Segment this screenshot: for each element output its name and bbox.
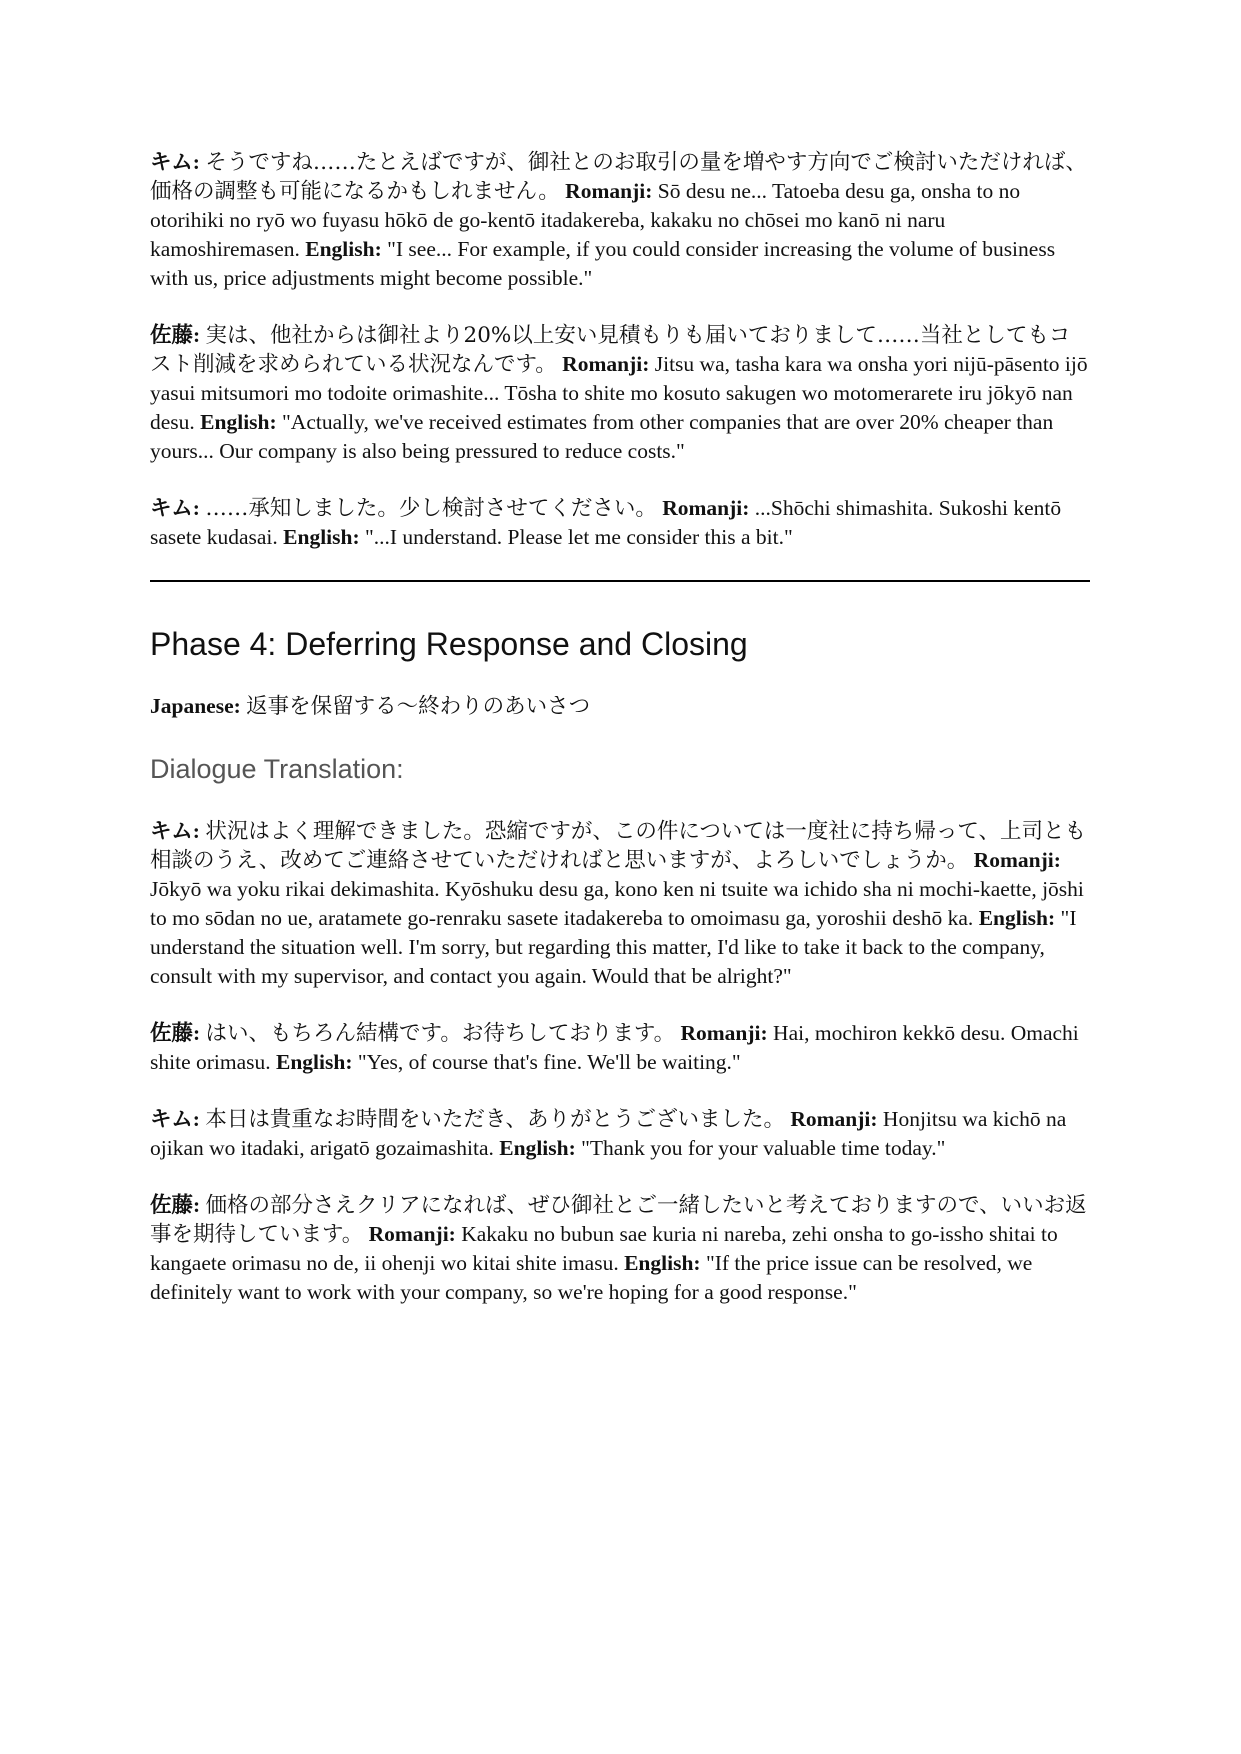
english-label: English: — [499, 1136, 576, 1160]
speaker-label: キム: — [150, 819, 200, 843]
romanji-text: Jitsu wa, tasha kara wa onsha yori nijū-pāsento ijō yasui mitsumori mo todoite orimashite... Tōsha to shite mo kosuto sakugen wo motomerarete iru jōkyō nan desu. — [150, 352, 1088, 434]
dialogue-line — [150, 148, 1090, 293]
speaker-label: キム: — [150, 496, 200, 520]
romanji-text: Hai, mochiron kekkō desu. Omachi shite orimasu. — [150, 1021, 1079, 1074]
japanese-text: 状況はよく理解できました。恐縮ですが、この件については一度社に持ち帰って、上司とも相談のうえ、改めてご連絡させていただければと思いますが、よろしいでしょうか。 — [150, 819, 1086, 873]
romanji-label: Romanji: — [368, 1222, 456, 1246]
english-text: "Thank you for your valuable time today." — [581, 1136, 946, 1160]
section-divider — [150, 580, 1090, 582]
phase-heading: Phase 4: Deferring Response and Closing — [150, 626, 748, 662]
japanese-text: 本日は貴重なお時間をいただき、ありがとうございました。 — [205, 1107, 785, 1132]
dialogue-line — [150, 817, 1090, 991]
speaker-label: 佐藤: — [150, 1193, 201, 1217]
japanese-title: 返事を保留する〜終わりのあいさつ — [246, 694, 591, 719]
english-label: English: — [276, 1050, 353, 1074]
english-text: "I see... For example, if you could consider increasing the volume of business with us, price adjustments might become possible." — [150, 237, 1056, 290]
dialogue-line — [150, 1191, 1090, 1307]
romanji-text: Sō desu ne... Tatoeba desu ga, onsha to no otorihiki no ryō wo fuyasu hōkō de go-kentō itadakereba, kakaku no chōsei mo kanō ni naru kamoshiremasen. — [150, 179, 1021, 261]
romanji-text: Honjitsu wa kichō na ojikan wo itadaki, arigatō gozaimashita. — [150, 1107, 1067, 1160]
japanese-text: そうですね……たとえばですが、御社とのお取引の量を増やす方向でご検討いただければ、価格の調整も可能になるかもしれません。 — [150, 150, 1087, 204]
dialogue-line — [150, 1019, 1090, 1077]
english-label: English: — [283, 525, 360, 549]
romanji-text: ...Shōchi shimashita. Sukoshi kentō sasete kudasai. — [150, 496, 1062, 549]
japanese-title-line — [150, 692, 1090, 721]
dialogue-translation-heading: Dialogue Translation: — [150, 754, 404, 784]
english-label: English: — [200, 410, 277, 434]
japanese-text: はい、もちろん結構です。お待ちしております。 — [205, 1021, 676, 1046]
japanese-text: 価格の部分さえクリアになれば、ぜひ御社とご一緒したいと考えておりますので、いいお返事を期待しています。 — [150, 1193, 1087, 1247]
romanji-text: Kakaku no bubun sae kuria ni nareba, zehi onsha to go-issho shitai to kangaete orimasu no de, ii ohenji wo kitai shite imasu. — [150, 1222, 1058, 1275]
romanji-label: Romanji: — [790, 1107, 878, 1131]
english-label: English: — [624, 1251, 701, 1275]
english-text: "I understand the situation well. I'm sorry, but regarding this matter, I'd like to take it back to the company, consult with my supervisor, and contact you again. Would that be alright?" — [150, 906, 1077, 988]
english-text: "Yes, of course that's fine. We'll be waiting." — [357, 1050, 741, 1074]
speaker-label: キム: — [150, 150, 200, 174]
romanji-label: Romanji: — [680, 1021, 768, 1045]
english-label: English: — [305, 237, 382, 261]
japanese-text: ……承知しました。少し検討させてください。 — [205, 496, 657, 521]
romanji-label: Romanji: — [973, 848, 1061, 872]
japanese-label: Japanese: — [150, 694, 241, 718]
english-text: "Actually, we've received estimates from other companies that are over 20% cheaper than yours... Our company is also being pressured to reduce costs." — [150, 410, 1054, 463]
japanese-text: 実は、他社からは御社より20%以上安い見積もりも届いておりまして……当社としてもコスト削減を求められている状況なんです。 — [150, 323, 1071, 377]
speaker-label: 佐藤: — [150, 1021, 201, 1045]
dialogue-line — [150, 494, 1090, 552]
english-label: English: — [978, 906, 1056, 930]
english-text: "If the price issue can be resolved, we definitely want to work with your company, so we're hoping for a good response." — [150, 1251, 1033, 1304]
romanji-label: Romanji: — [565, 179, 653, 203]
romanji-text: Jōkyō wa yoku rikai dekimashita. Kyōshuku desu ga, kono ken ni tsuite wa ichido sha ni mochi-kaette, jōshi to mo sōdan no ue, aratamete go-renraku sasete itadakereba to omoimasu ga, yoroshii deshō ka. — [150, 877, 1084, 930]
romanji-label: Romanji: — [562, 352, 650, 376]
speaker-label: キム: — [150, 1107, 200, 1131]
dialogue-line — [150, 1105, 1090, 1163]
romanji-label: Romanji: — [662, 496, 750, 520]
speaker-label: 佐藤: — [150, 323, 201, 347]
dialogue-line — [150, 321, 1090, 466]
document-page — [150, 148, 1090, 1335]
english-text: "...I understand. Please let me consider this a bit." — [365, 525, 793, 549]
